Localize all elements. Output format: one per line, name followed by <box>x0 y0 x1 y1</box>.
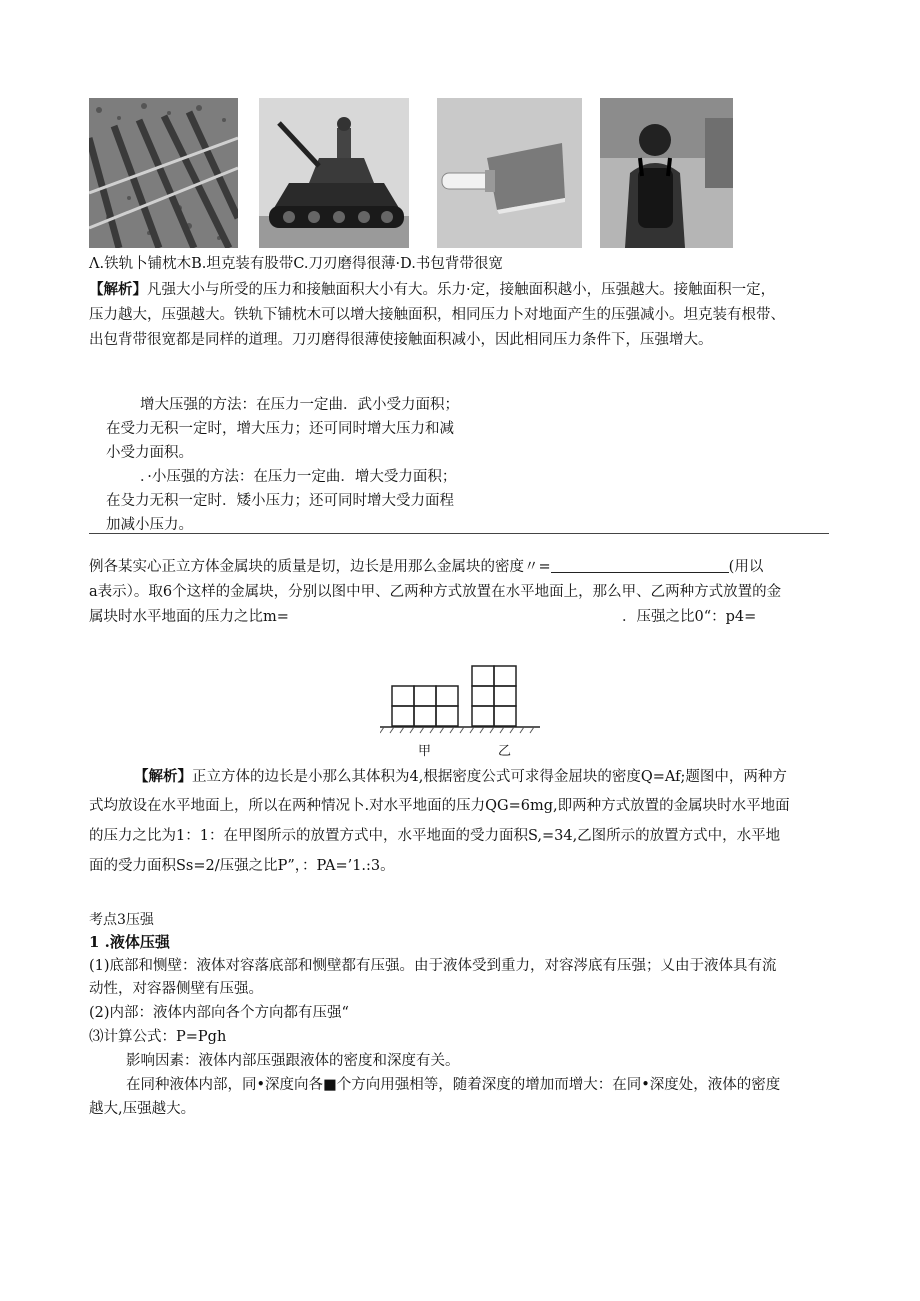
example-line-2: a表示）。取6个这样的金属块，分别以图中甲、乙两种方式放置在水平地面上，那么甲、乙两种方式放置的金 <box>89 584 782 600</box>
example-line-1 <box>89 557 763 577</box>
figure-label-jia: 甲 <box>418 744 432 759</box>
section-para-5a: 在同种液体内部，同•深度向各■个方向用强相等，随着深度的增加而增大：在同•深度处，液体的密度 <box>126 1077 781 1093</box>
analysis-2-line-4: 面的受力面积Ss=2/压强之比P”，：PA=’1.:3。 <box>89 858 395 874</box>
section-para-2: (2)内部：液体内部向各个方向都有压强“ <box>89 1005 349 1021</box>
analysis-text: 正立方体的边长是小那么其体积为4,根据密度公式可求得金屈块的密度Q=Af;题图中，两种方 <box>192 769 787 785</box>
summary-line-5: 在殳力无积一定时．矮小压力；还可同时增大受力面程 <box>106 493 454 509</box>
figure-label-yi: 乙 <box>498 744 512 759</box>
summary-line-6: 加减小压力。 <box>106 517 193 533</box>
railway-photo <box>89 98 238 248</box>
analysis-1-line-2: 压力越大，压强越大。铁轨下铺枕木可以增大接触面积，相同压力卜对地面产生的压强减小。坦克装有根带、 <box>89 307 785 323</box>
section-para-3: ⑶计算公式：P=Pgh <box>89 1029 227 1045</box>
section-para-5b: 越大,压强越大。 <box>89 1101 196 1117</box>
backpack-photo <box>600 98 733 248</box>
example-line-3b: ．压强之比0“：p4= <box>622 609 757 625</box>
summary-line-2: 在受力无积一定时，增大压力；还可同时增大压力和减 <box>106 421 454 437</box>
example-note: (用以 <box>728 559 764 575</box>
section-heading: 1 .液体压强 <box>89 933 170 951</box>
photo-caption: Λ.铁轨卜铺枕木B.坦克装有股带C.刀刃磨得很薄·D.书包背带很宽 <box>89 256 503 272</box>
analysis-2-line-3: 的压力之比为1：1：在甲图所示的放置方式中，水平地面的受力面积S,=34,乙图所示的放置方式中，水平地 <box>89 828 781 844</box>
summary-line-1: 增大压强的方法：在压力一定曲．武小受力面积； <box>140 397 459 413</box>
analysis-2-line-2: 式均放设在水平地面上，所以在两种情况卜.对水平地面的压力QG=6mg,即两种方式放置的金属块时水平地面 <box>89 798 790 814</box>
analysis-2-line-1 <box>134 767 787 787</box>
section-para-1b: 动性，对容器侧壁有压强。 <box>89 981 263 997</box>
answer-blank[interactable] <box>551 558 729 573</box>
example-line-3a: 属块时水平地面的压力之比m= <box>89 609 289 625</box>
summary-line-4: ．·小压强的方法：在压力一定曲．增大受力面积； <box>140 469 457 485</box>
cube-figure <box>380 664 540 768</box>
analysis-1-line-1 <box>89 280 775 300</box>
analysis-tag: 【解析】 <box>89 281 147 298</box>
analysis-1-line-3: 出包背带很宽都是同样的道理。刀刃磨得很薄使接触面积减小，因此相同压力条件下，压强增大。 <box>89 332 713 348</box>
summary-line-3: 小受力面积。 <box>106 445 193 461</box>
knife-photo <box>437 98 582 248</box>
section-para-4: 影响因素：液体内部压强跟液体的密度和深度有关。 <box>126 1053 460 1069</box>
example-question: 例各某实心正立方体金属块的质量是切，边长是用那么金属块的密度〃= <box>89 559 551 575</box>
tank-photo <box>259 98 409 248</box>
analysis-tag: 【解析】 <box>134 768 192 785</box>
analysis-text: 凡强大小与所受的压力和接触面积大小有大。乐力·定，接触面积越小，压强越大。接触面积一定， <box>147 282 776 298</box>
section-title: 考点3压强 <box>89 912 154 928</box>
section-para-1a: (1)底部和恻壁：液体对容落底部和恻壁都有压强。由于液体受到重力，对容涔底有压强；乂由于液体具有流 <box>89 958 777 974</box>
